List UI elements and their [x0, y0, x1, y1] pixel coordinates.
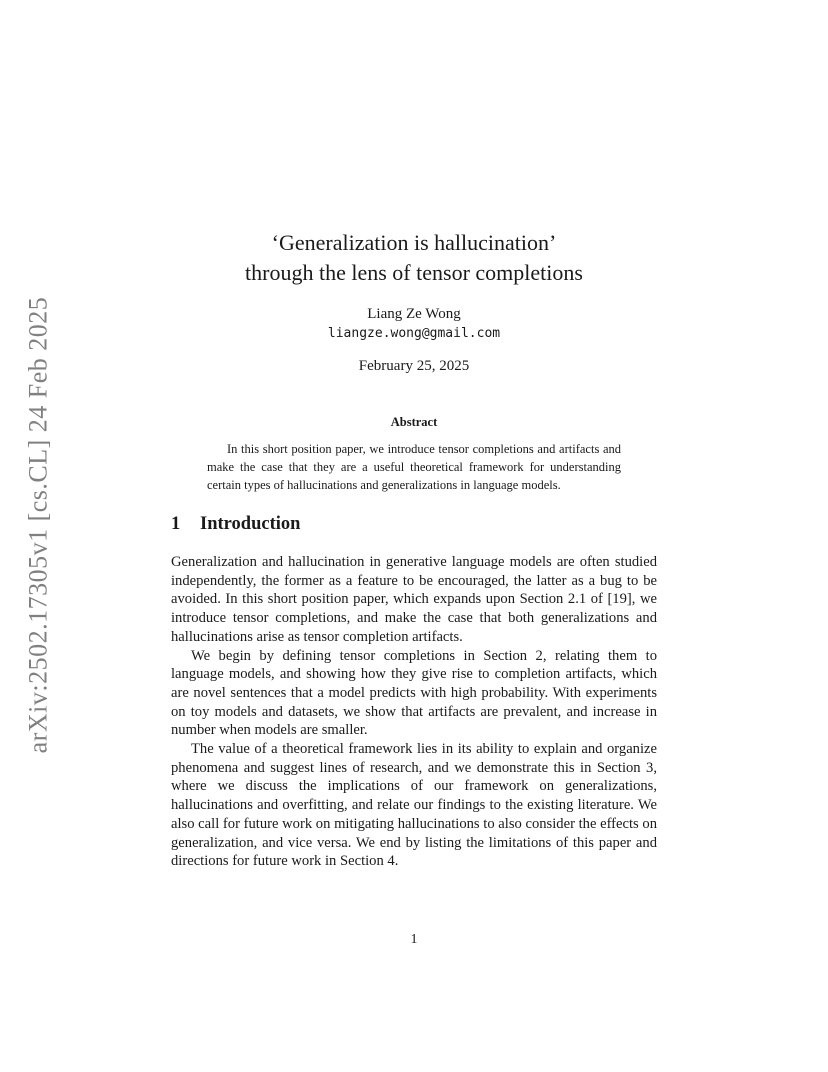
body-paragraph: We begin by defining tensor completions in Section 2, relating them to language models, and showing how they give rise to completion artifacts, which are novel sentences that a model predicts with high probability. With experiments on toy models and datasets, we show that artifacts are prevalent, and increase in number when models are smaller.: [171, 647, 657, 739]
section-body: [171, 553, 657, 871]
title-line-2: through the lens of tensor completions: [245, 260, 583, 285]
section-number: 1: [171, 514, 181, 534]
page-number: 1: [410, 932, 418, 947]
body-paragraph: The value of a theoretical framework lies in its ability to explain and organize phenomena and suggest lines of research, and we demonstrate this in Section 3, where we discuss the implications of our framework on generalizations, hallucinations and overfitting, and relate our findings to the existing literature. We also call for future work on mitigating hallucinations to also consider the effects on generalization, and vice versa. We end by listing the limitations of this paper and directions for future work in Section 4.: [171, 741, 657, 870]
author-email: liangze.wong@gmail.com: [327, 326, 501, 341]
section-title: Introduction: [200, 514, 301, 534]
body-paragraph: Generalization and hallucination in generative language models are often studied independently, the former as a feature to be encouraged, the latter as a bug to be avoided. In this short position paper, which expands upon Section 2.1 of [19], we introduce tensor completions, and make the case that both generalizations and hallucinations arise as tensor completion artifacts.: [171, 554, 657, 645]
abstract-text: In this short position paper, we introduce tensor completions and artifacts and make the case that they are a useful theoretical framework for understanding certain types of hallucinations and generalizations in language models.: [207, 442, 621, 492]
author-name: Liang Ze Wong: [367, 306, 461, 322]
arxiv-identifier-text: arXiv:2502.17305v1 [cs.CL] 24 Feb 2025: [23, 296, 52, 754]
abstract-heading: Abstract: [390, 415, 438, 429]
author-block: [0, 304, 828, 344]
title-line-1: ‘Generalization is hallucination’: [271, 230, 557, 255]
section-heading: [171, 514, 300, 535]
publication-date: February 25, 2025: [358, 358, 470, 374]
paper-title: [0, 228, 828, 288]
